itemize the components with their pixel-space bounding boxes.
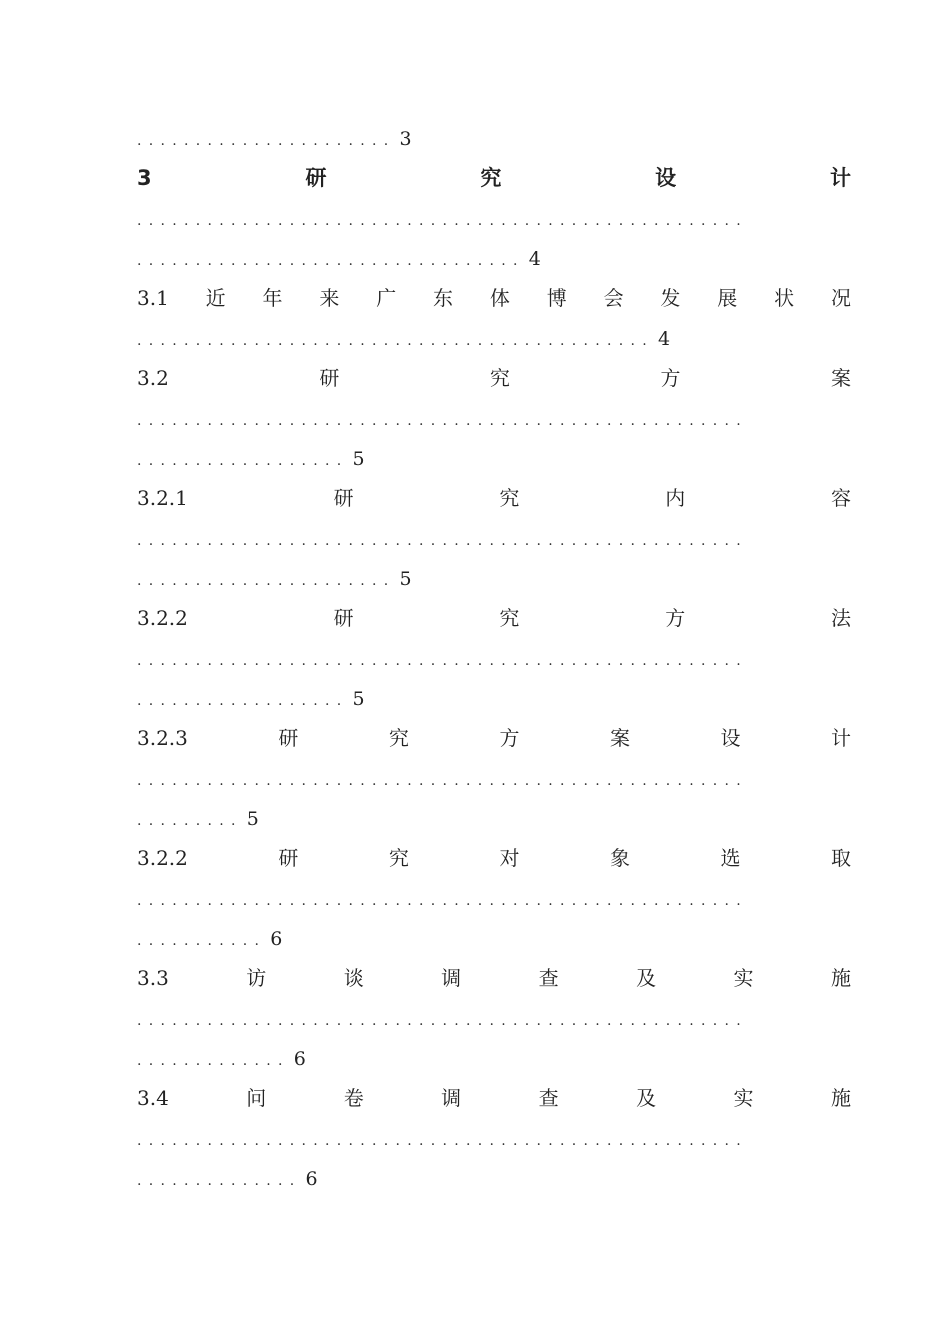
- toc-title-char: 近: [205, 286, 226, 310]
- toc-leader-line: [137, 1118, 851, 1158]
- toc-title-char: 方: [665, 606, 686, 630]
- toc-title-char: 研: [319, 366, 340, 390]
- toc-title-char: 状: [774, 286, 795, 310]
- toc-title-char: 研: [305, 166, 327, 190]
- toc-leader-with-page: [137, 798, 851, 838]
- toc-leader-dots: ....................................................: [137, 773, 749, 789]
- toc-title-char: 发: [660, 286, 681, 310]
- toc-leader-with-page: [137, 238, 851, 278]
- toc-section-number: 3.2.1: [137, 486, 188, 510]
- toc-entry-title: [137, 598, 851, 638]
- toc-title-char: 查: [538, 1086, 559, 1110]
- toc-title-char: 究: [480, 166, 502, 190]
- toc-leader-line: [137, 398, 851, 438]
- toc-section-number: 3.3: [137, 966, 169, 990]
- toc-page-number: 5: [399, 568, 412, 590]
- toc-leader-dots: .............: [137, 1053, 290, 1069]
- toc-section-number: 3.2.2: [137, 846, 188, 870]
- toc-title-char: 实: [733, 966, 754, 990]
- toc-title-char: 究: [499, 486, 520, 510]
- toc-title-char: 究: [499, 606, 520, 630]
- toc-leader-with-page: [137, 318, 851, 358]
- toc-title-char: 容: [830, 486, 851, 510]
- toc-title-char: 究: [489, 366, 510, 390]
- toc-entry-title: [137, 278, 851, 318]
- toc-title-char: 访: [246, 966, 267, 990]
- toc-title-char: 研: [278, 846, 299, 870]
- toc-entry-title: [137, 838, 851, 878]
- toc-title-char: 计: [830, 726, 851, 750]
- toc-leader-dots: ..................: [137, 693, 349, 709]
- toc-section-number: 3.1: [137, 286, 169, 310]
- toc-leader-with-page: [137, 1038, 851, 1078]
- toc-entry-title: [137, 1078, 851, 1118]
- toc-page-number: 6: [270, 928, 283, 950]
- toc-leader-with-page: [137, 558, 851, 598]
- toc-page-number: 4: [658, 328, 671, 350]
- toc-title-char: 问: [246, 1086, 267, 1110]
- toc-title-char: 展: [717, 286, 738, 310]
- toc-title-char: 施: [830, 966, 851, 990]
- toc-leader-with-page: [137, 918, 851, 958]
- toc-title-char: 施: [830, 1086, 851, 1110]
- toc-page-number: 6: [305, 1168, 318, 1190]
- toc-section-number: 3: [137, 166, 152, 190]
- toc-entry-title: [137, 958, 851, 998]
- toc-title-char: 调: [441, 966, 462, 990]
- toc-entry-title: [137, 718, 851, 758]
- toc-leader-dots: ....................................................: [137, 533, 749, 549]
- toc-leader-line: [137, 518, 851, 558]
- toc-leader-with-page: [137, 678, 851, 718]
- toc-leader-dots: ............................................: [137, 333, 655, 349]
- toc-title-char: 案: [609, 726, 630, 750]
- toc-leader-with-page: [137, 1158, 851, 1198]
- toc-title-char: 研: [333, 486, 354, 510]
- toc-section-number: 3.2: [137, 366, 169, 390]
- toc-title-char: 及: [636, 966, 657, 990]
- toc-leader-dots: ....................................................: [137, 1133, 749, 1149]
- toc-title-char: 及: [636, 1086, 657, 1110]
- toc-page-number: 4: [528, 248, 541, 270]
- toc-leader-dots: ....................................................: [137, 653, 749, 669]
- toc-title-char: 选: [720, 846, 741, 870]
- toc-title-char: 方: [660, 366, 681, 390]
- toc-page-number: 6: [293, 1048, 306, 1070]
- toc-entry-title: [137, 478, 851, 518]
- toc-page-number: 5: [246, 808, 259, 830]
- toc-title-char: 广: [376, 286, 397, 310]
- toc-section-number: 3.2.3: [137, 726, 188, 750]
- toc-leader-line: [137, 758, 851, 798]
- toc-title-char: 东: [433, 286, 454, 310]
- toc-leader-dots: ...........: [137, 933, 267, 949]
- toc-title-char: 取: [830, 846, 851, 870]
- toc-title-char: 会: [603, 286, 624, 310]
- toc-title-char: 卷: [343, 1086, 364, 1110]
- table-of-contents: [137, 118, 851, 1198]
- toc-title-char: 计: [830, 166, 851, 190]
- toc-entry-title: [137, 358, 851, 398]
- toc-title-char: 谈: [343, 966, 364, 990]
- toc-leader-line: [137, 878, 851, 918]
- toc-page-number: 3: [399, 128, 412, 150]
- toc-leader-dots: ..............: [137, 1173, 302, 1189]
- toc-entry-title: [137, 158, 851, 198]
- toc-title-char: 案: [831, 366, 851, 390]
- toc-title-char: 来: [319, 286, 340, 310]
- toc-title-char: 方: [499, 726, 520, 750]
- toc-title-char: 年: [262, 286, 283, 310]
- toc-title-char: 调: [441, 1086, 462, 1110]
- toc-title-char: 究: [388, 726, 409, 750]
- toc-leader-line: [137, 198, 851, 238]
- toc-title-char: 实: [733, 1086, 754, 1110]
- toc-leader-dots: ......................: [137, 133, 396, 149]
- toc-leader-dots: .................................: [137, 253, 525, 269]
- toc-leader-line: [137, 638, 851, 678]
- toc-leader-dots: .........: [137, 813, 243, 829]
- toc-leader-with-page: [137, 438, 851, 478]
- toc-leader-dots: ..................: [137, 453, 349, 469]
- toc-title-char: 对: [499, 846, 520, 870]
- toc-leader-dots: ....................................................: [137, 413, 749, 429]
- toc-page-number: 5: [352, 688, 365, 710]
- toc-section-number: 3.4: [137, 1086, 169, 1110]
- toc-title-char: 体: [489, 286, 510, 310]
- toc-title-char: 研: [333, 606, 354, 630]
- toc-title-char: 法: [830, 606, 851, 630]
- toc-title-char: 设: [655, 166, 677, 190]
- toc-page-number: 5: [352, 448, 365, 470]
- toc-title-char: 查: [538, 966, 559, 990]
- toc-section-number: 3.2.2: [137, 606, 188, 630]
- toc-leader-dots: ......................: [137, 573, 396, 589]
- toc-title-char: 博: [546, 286, 567, 310]
- toc-title-char: 研: [278, 726, 299, 750]
- toc-title-char: 象: [609, 846, 630, 870]
- toc-title-char: 究: [388, 846, 409, 870]
- toc-leader-dots: ....................................................: [137, 1013, 749, 1029]
- toc-title-char: 况: [830, 286, 851, 310]
- toc-leader-with-page: [137, 118, 851, 158]
- toc-title-char: 内: [665, 486, 686, 510]
- toc-title-char: 设: [720, 726, 741, 750]
- toc-leader-dots: ....................................................: [137, 213, 749, 229]
- toc-leader-line: [137, 998, 851, 1038]
- toc-leader-dots: ....................................................: [137, 893, 749, 909]
